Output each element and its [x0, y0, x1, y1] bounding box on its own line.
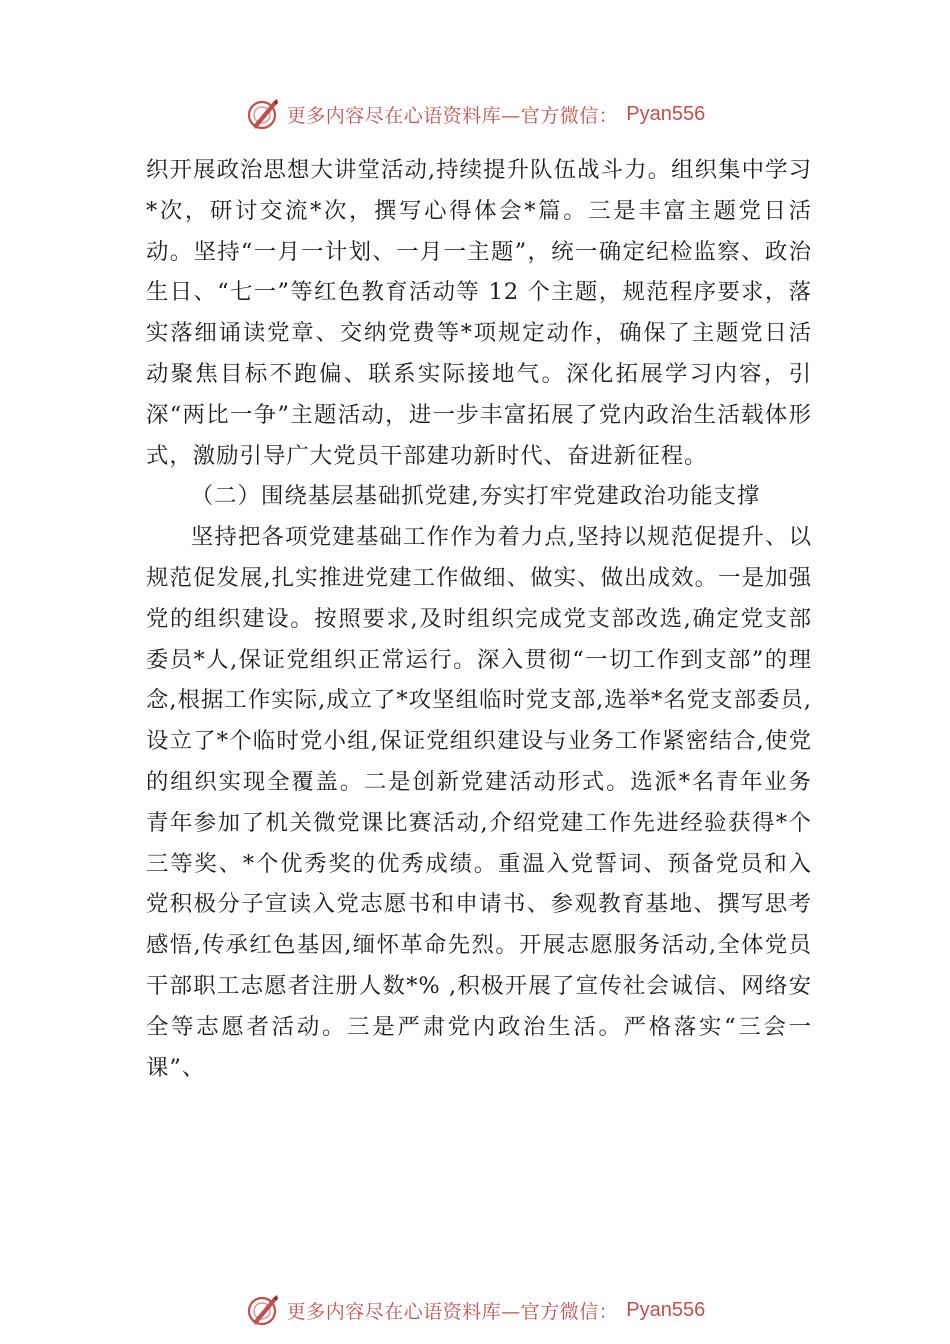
document-body — [146, 150, 812, 1088]
paragraph-2: 坚持把各项党建基础工作作为着力点,坚持以规范促提升、以规范促发展,扎实推进党建工作做细、做实、做出成效。一是加强党的组织建设。按照要求,及时组织完成党支部改选,确定党支部委员*人,保证党组织正常运行。深入贯彻“一切工作到支部”的理念,根据工作实际,成立了*攻坚组临时党支部,选举*名党支部委员,设立了*个临时党小组,保证党组织建设与业务工作紧密结合,使党的组织实现全覆盖。二是创新党建活动形式。选派*名青年业务青年参加了机关微党课比赛活动,介绍党建工作先进经验获得*个三等奖、*个优秀奖的优秀成绩。重温入党誓词、预备党员和入党积极分子宣读入党志愿书和申请书、参观教育基地、撰写思考感悟,传承红色基因,缅怀革命先烈。开展志愿服务活动,全体党员干部职工志愿者注册人数*% ,积极开展了宣传社会诚信、网络安全等志愿者活动。三是严肃党内政治生活。严格落实“三会一课”、 — [146, 524, 812, 1081]
pen-circle-logo-icon — [245, 1292, 281, 1328]
watermark-footer — [0, 1290, 950, 1330]
watermark-handle: Pyan556 — [626, 1298, 706, 1321]
pen-circle-logo-icon — [245, 96, 281, 132]
paragraph-1: 织开展政治思想大讲堂活动,持续提升队伍战斗力。组织集中学习*次，研讨交流*次，撰写心得体会*篇。三是丰富主题党日活动。坚持“一月一计划、一月一主题”，统一确定纪检监察、政治生日、“七一”等红色教育活动等 12 个主题，规范程序要求，落实落细诵读党章、交纳党费等*项规定动作，确保了主题党日活动聚焦目标不跑偏、联系实际接地气。深化拓展学习内容，引深“两比一争”主题活动，进一步丰富拓展了党内政治生活载体形式，激励引导广大党员干部建功新时代、奋进新征程。 — [146, 157, 812, 469]
watermark-text: 更多内容尽在心语资料库—官方微信： — [286, 1300, 619, 1323]
watermark-text: 更多内容尽在心语资料库—官方微信： — [286, 104, 619, 127]
section-heading-2: （二）围绕基层基础抓党建,夯实打牢党建政治功能支撑 — [190, 483, 761, 510]
watermark-header — [0, 94, 950, 134]
watermark-handle: Pyan556 — [626, 102, 706, 125]
